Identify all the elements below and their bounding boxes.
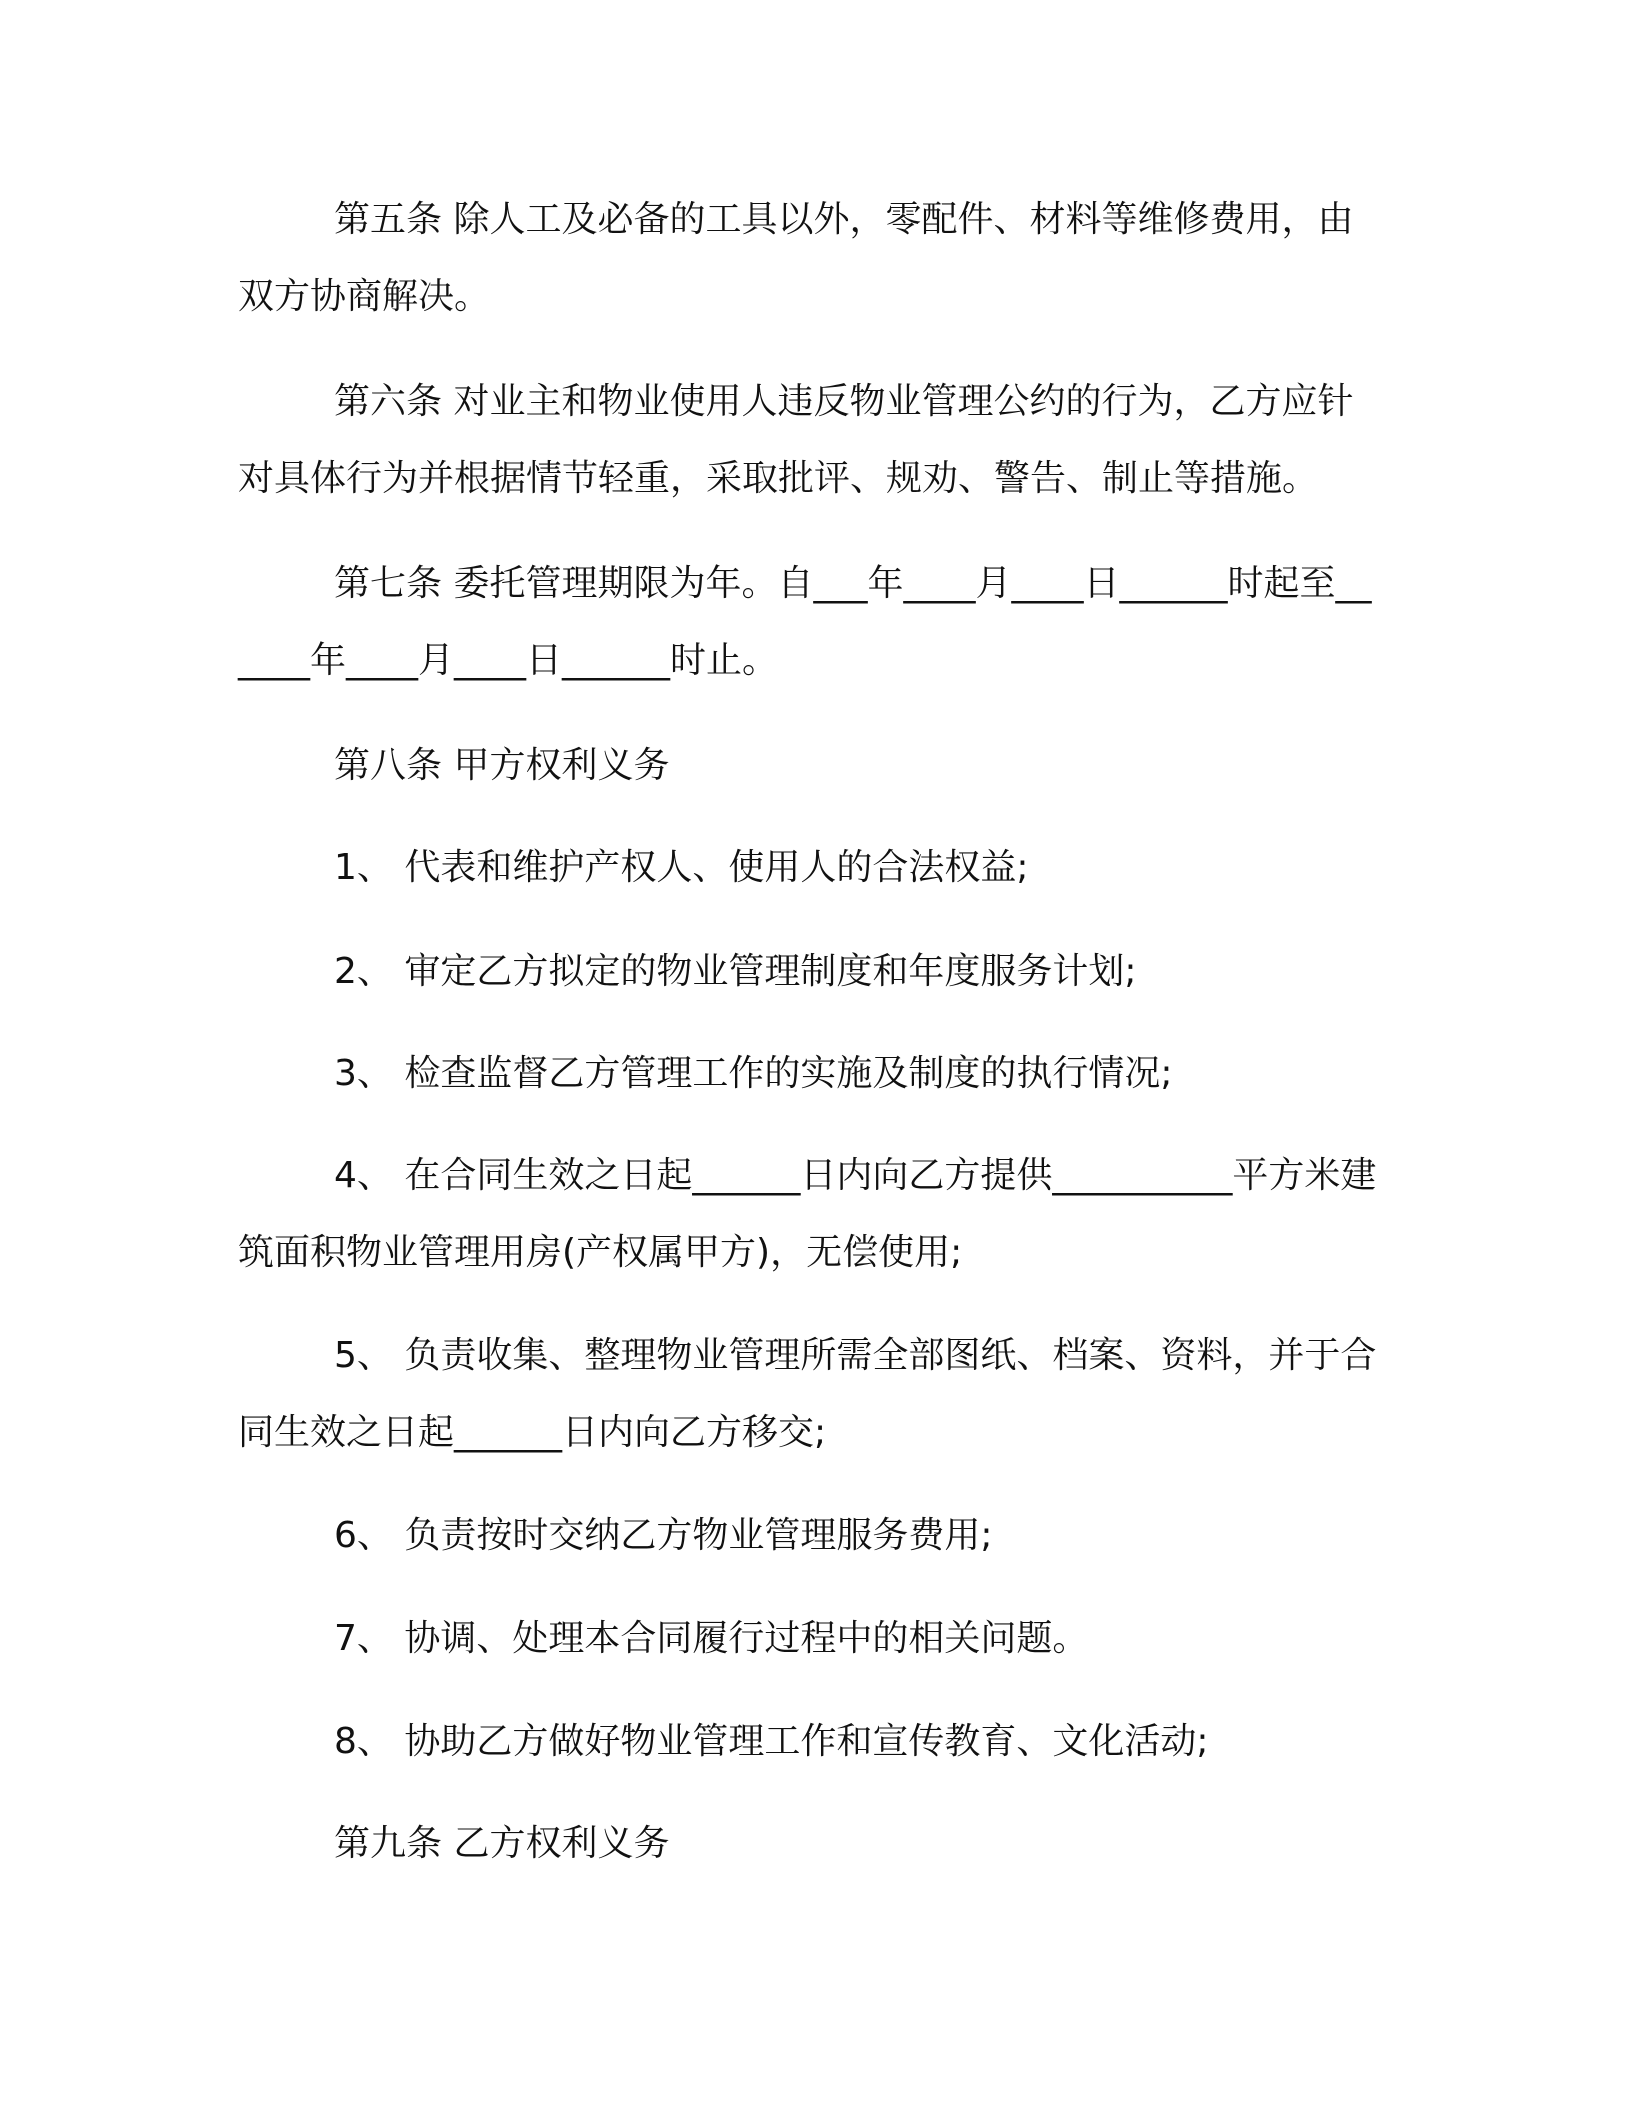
list-item-5: 5、 负责收集、整理物业管理所需全部图纸、档案、资料，并于合同生效之日起______日内向乙方移交; — [238, 1335, 1377, 1453]
list-item-2: 2、 审定乙方拟定的物业管理制度和年度服务计划; — [334, 951, 1137, 992]
article-8-heading: 第八条 甲方权利义务 — [334, 745, 670, 786]
article-5-paragraph: 第五条 除人工及必备的工具以外，零配件、材料等维修费用，由双方协商解决。 — [238, 199, 1354, 317]
list-item-3: 3、 检查监督乙方管理工作的实施及制度的执行情况; — [334, 1053, 1173, 1094]
list-item-8: 8、 协助乙方做好物业管理工作和宣传教育、文化活动; — [334, 1721, 1209, 1762]
list-item-7: 7、 协调、处理本合同履行过程中的相关问题。 — [334, 1618, 1089, 1659]
article-7-paragraph: 第七条 委托管理期限为年。自___年____月____日______时起至______年____月____日______时止。 — [238, 563, 1372, 681]
article-9-heading: 第九条 乙方权利义务 — [334, 1823, 670, 1864]
article-6-paragraph: 第六条 对业主和物业使用人违反物业管理公约的行为，乙方应针对具体行为并根据情节轻重，采取批评、规劝、警告、制止等措施。 — [238, 381, 1354, 499]
list-item-1: 1、 代表和维护产权人、使用人的合法权益; — [334, 847, 1029, 888]
list-item-4: 4、 在合同生效之日起______日内向乙方提供__________平方米建筑面积物业管理用房(产权属甲方)，无偿使用; — [238, 1155, 1377, 1273]
list-item-6: 6、 负责按时交纳乙方物业管理服务费用; — [334, 1515, 993, 1556]
